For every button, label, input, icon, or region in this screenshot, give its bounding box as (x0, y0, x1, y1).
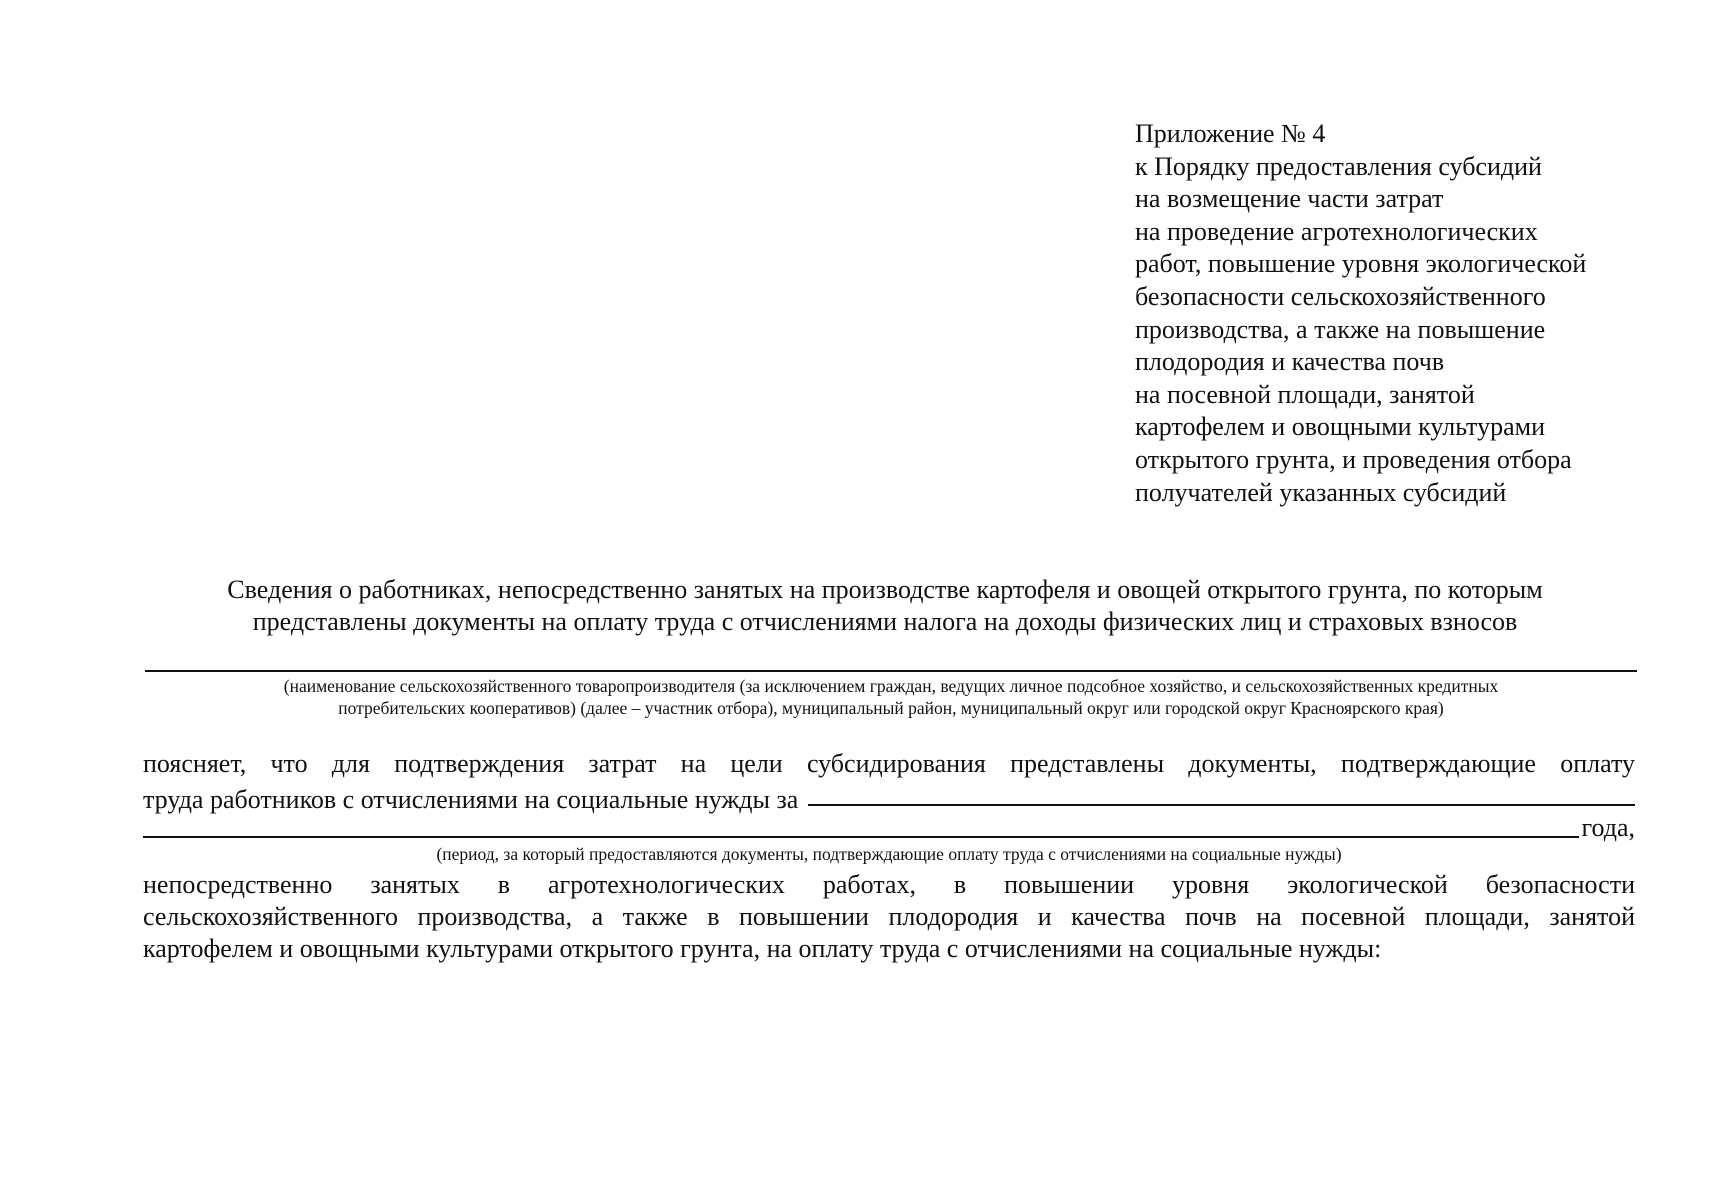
appendix-line: получателей указанных субсидий (1135, 477, 1507, 507)
appendix-header (1135, 118, 1655, 509)
body-line-4: непосредственно занятых в агротехнологических работах, в повышении уровня экологической безопасности (143, 870, 1635, 899)
appendix-line: открытого грунта, и проведения отбора (1135, 444, 1572, 474)
caption-line-2: потребительских кооперативов) (далее – участник отбора), муниципальный район, муниципальный округ или городской округ Красноярского края) (338, 698, 1444, 718)
period-field-end[interactable] (143, 810, 1579, 838)
appendix-line: на возмещение части затрат (1135, 184, 1444, 214)
appendix-line: на посевной площади, занятой (1135, 379, 1475, 409)
appendix-line: к Порядку предоставления субсидий (1135, 151, 1542, 181)
title-line-1: Сведения о работниках, непосредственно занятых на производстве картофеля и овощей открытого грунта, по которым (227, 575, 1543, 604)
title-line-2: представлены документы на оплату труда с отчислениями налога на доходы физических лиц и страховых взносов (252, 607, 1518, 636)
appendix-line: безопасности сельскохозяйственного (1135, 281, 1546, 311)
appendix-line: картофелем и овощными культурами (1135, 412, 1545, 442)
year-suffix: года, (1581, 813, 1635, 842)
body-line-3 (143, 812, 1635, 844)
period-caption: (период, за который предоставляются документы, подтверждающие оплату труда с отчислениями на социальные нужды) (436, 844, 1342, 864)
body-line-5: сельскохозяйственного производства, а также в повышении плодородия и качества почв на посевной площади, занятой (143, 902, 1635, 931)
body-line-6: картофелем и овощными культурами открытого грунта, на оплату труда с отчислениями на социальные нужды: (143, 934, 1382, 963)
body-line-1: поясняет, что для подтверждения затрат на цели субсидирования представлены документы, подтверждающие оплату (143, 749, 1635, 778)
appendix-line: работ, повышение уровня экологической (1135, 249, 1587, 279)
body-line-2-text: труда работников с отчислениями на социальные нужды за (143, 785, 799, 814)
participant-name-field[interactable] (145, 670, 1637, 672)
participant-name-caption (145, 675, 1637, 719)
appendix-line: Приложение № 4 (1135, 119, 1326, 148)
period-field-start[interactable] (808, 778, 1635, 806)
document-title (145, 574, 1625, 638)
caption-line-1: (наименование сельскохозяйственного товаропроизводителя (за исключением граждан, ведущих личное подсобное хозяйство, и сельскохозяйственных кредитных (283, 676, 1499, 696)
appendix-line: производства, а также на повышение (1135, 314, 1546, 344)
appendix-line: на проведение агротехнологических (1135, 216, 1538, 246)
appendix-line: плодородия и качества почв (1135, 347, 1445, 377)
